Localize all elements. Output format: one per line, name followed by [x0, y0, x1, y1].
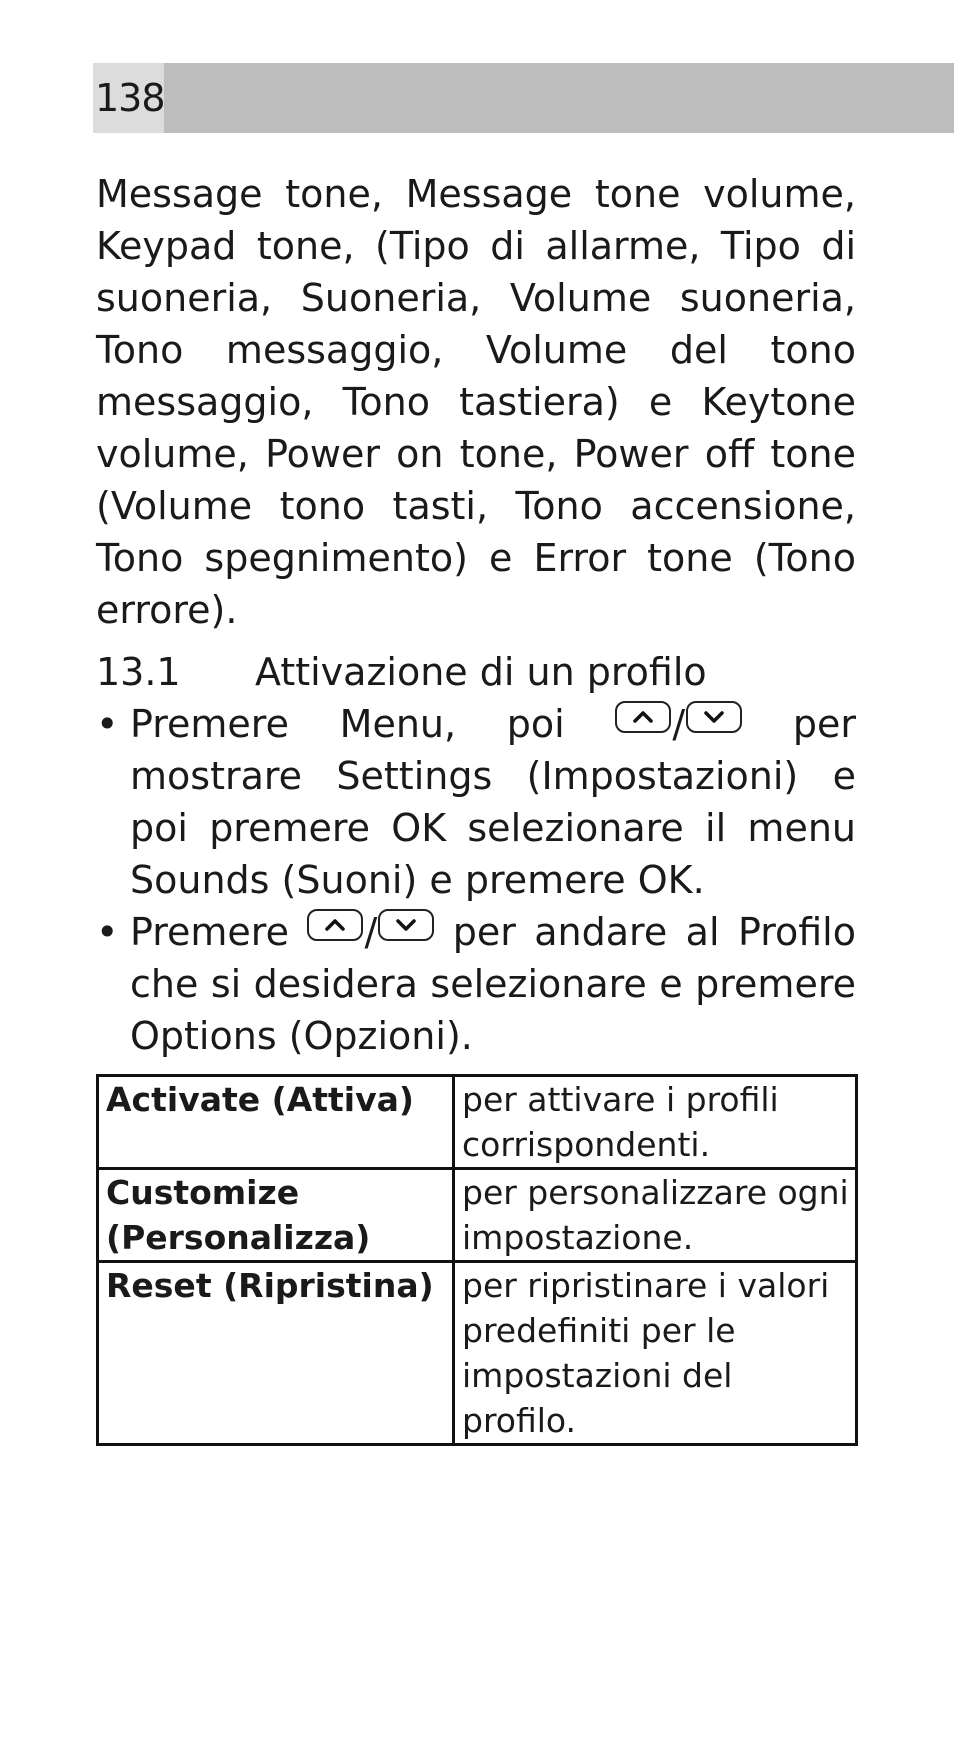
- bullet-text-before: Premere: [130, 910, 308, 954]
- key-separator: /: [364, 910, 378, 954]
- section-title: Attivazione di un profilo: [255, 650, 707, 694]
- up-key-icon: [307, 909, 363, 941]
- section-number: 13.1: [96, 650, 181, 694]
- instruction-list: [96, 698, 856, 1062]
- option-description: per ripristinare i valori predefiniti per le impostazioni del profilo.: [454, 1262, 857, 1445]
- down-key-icon: [686, 701, 742, 733]
- page-number: 138: [93, 63, 164, 133]
- options-table: [96, 1074, 858, 1446]
- down-key-icon: [378, 909, 434, 941]
- intro-paragraph: Message tone, Message tone volume, Keypad tone, (Tipo di allarme, Tipo di suoneria, Suoneria, Volume suoneria, Tono messaggio, Volume del tono messaggio, Tono tastiera) e Keytone volume, Power on tone, Power off tone (Volume tono tasti, Tono accensione, Tono spegnimento) e Error tone (Tono errore).: [96, 172, 856, 632]
- list-item: [96, 906, 856, 1062]
- page-content: [96, 168, 856, 1446]
- bullet-text-after: per mostrare Settings (Impostazioni) e poi premere OK selezionare il menu Sounds (Suoni) e premere OK.: [130, 702, 856, 902]
- table-row: [98, 1076, 857, 1169]
- option-description: per personalizzare ogni impostazione.: [454, 1169, 857, 1262]
- header-bar: [93, 63, 954, 133]
- bullet-text-after: per andare al Profilo che si desidera selezionare e premere Options (Opzioni).: [130, 910, 856, 1058]
- section-heading: [96, 646, 856, 698]
- option-description: per attivare i profili corrispondenti.: [454, 1076, 857, 1169]
- option-name: Reset (Ripristina): [98, 1262, 454, 1445]
- bullet-text-before: Premere Menu, poi: [130, 702, 616, 746]
- list-item: [96, 698, 856, 906]
- key-separator: /: [672, 702, 686, 746]
- table-row: [98, 1262, 857, 1445]
- option-name: Customize (Personalizza): [98, 1169, 454, 1262]
- table-row: [98, 1169, 857, 1262]
- up-key-icon: [615, 701, 671, 733]
- option-name: Activate (Attiva): [98, 1076, 454, 1169]
